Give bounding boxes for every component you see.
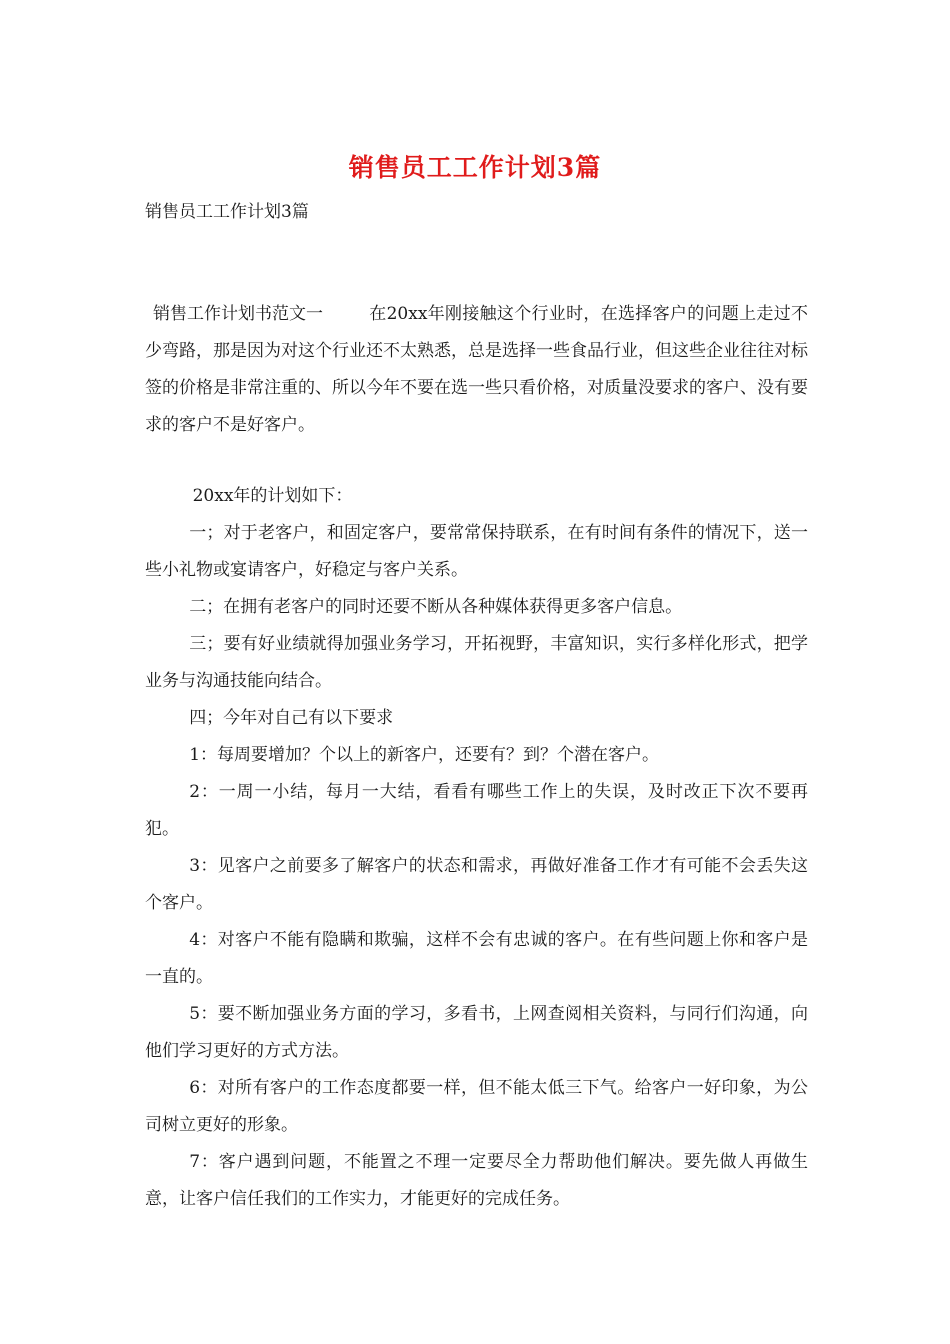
document-title: 销售员工工作计划3篇 [348,153,602,182]
plan-heading: 20xx年的计划如下： [192,486,353,506]
plan-item: 1：每周要增加？个以上的新客户，还要有？到？个潜在客户。 [189,745,660,765]
intro-lead: 销售工作计划书范文一 [153,304,323,324]
plan-item: 三；要有好业绩就得加强业务学习，开拓视野，丰富知识，实行多样化形式，把学业务与沟通技能向结合。 [145,634,808,691]
intro-paragraph [145,296,808,444]
plan-section [145,478,808,1218]
plan-item: 5：要不断加强业务方面的学习，多看书，上网查阅相关资料，与同行们沟通，向他们学习更好的方式方法。 [145,1004,808,1061]
plan-item: 6：对所有客户的工作态度都要一样，但不能太低三下气。给客户一好印象，为公司树立更好的形象。 [145,1078,808,1135]
plan-item: 3：见客户之前要多了解客户的状态和需求，再做好准备工作才有可能不会丢失这个客户。 [145,856,808,913]
plan-item: 二；在拥有老客户的同时还要不断从各种媒体获得更多客户信息。 [189,597,683,617]
plan-item: 4：对客户不能有隐瞒和欺骗，这样不会有忠诚的客户。在有些问题上你和客户是一直的。 [145,930,808,987]
plan-item: 四；今年对自己有以下要求 [189,708,394,728]
plan-item: 7：客户遇到问题，不能置之不理一定要尽全力帮助他们解决。要先做人再做生意，让客户信任我们的工作实力，才能更好的完成任务。 [145,1152,808,1209]
plan-item: 一；对于老客户，和固定客户，要常常保持联系，在有时间有条件的情况下，送一些小礼物或宴请客户，好稳定与客户关系。 [145,523,808,580]
document-subtitle: 销售员工工作计划3篇 [145,202,309,222]
plan-item: 2：一周一小结，每月一大结，看看有哪些工作上的失误，及时改正下次不要再犯。 [145,782,808,839]
intro-text: 在20xx年刚接触这个行业时，在选择客户的问题上走过不少弯路，那是因为对这个行业还不太熟悉，总是选择一些食品行业，但这些企业往往对标签的价格是非常注重的、所以今年不要在选一些只看价格，对质量没要求的客户、没有要求的客户不是好客户。 [145,304,808,435]
